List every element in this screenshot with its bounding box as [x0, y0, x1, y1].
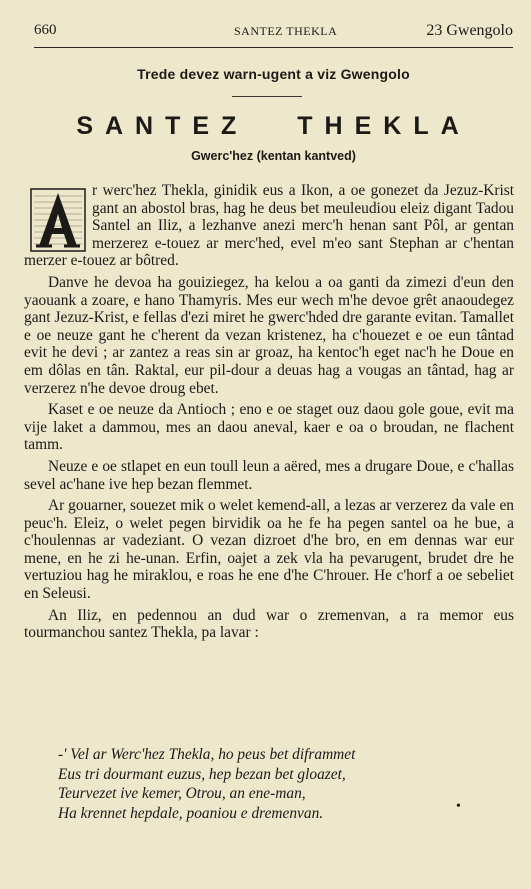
saint-rank: Gwerc'hez (kentan kantved) [191, 149, 356, 163]
paragraph-3: Kaset e oe neuze da Antioch ; eno e oe staget ouz daou gole goue, evit ma vije laket a dammou, mes an daou aneval, kaer e oa o broudan, ne flachent tamm. [24, 401, 514, 454]
stray-dot: • [456, 799, 461, 814]
short-divider [232, 96, 302, 97]
header-rule [34, 47, 513, 48]
running-title: SANTEZ THEKLA [234, 24, 338, 38]
paragraph-1 [24, 182, 514, 270]
paragraph-5: Ar gouarner, souezet mik o welet kemend-all, a lezas ar verzerez da vale en peuc'h. Eleiz, o welet pegen birvidik oa he fe ha pegen santel oa he bue, a c'houlennas ar vadeziant. O vezan dizroet d'he bro, en em dennas war eur mene, en he zi he-unan. Erfin, oajet a zek vla ha pevarugent, brudet dre he vertuziou hag he miraklou, e roas he ene d'he C'hrouer. He c'horf a oe sebeliet en Seleusi. [24, 497, 514, 603]
header-date: 23 Gwengolo [426, 22, 513, 39]
verse-line-2: Eus tri dourmant euzus, hep bezan bet gloazet, [58, 765, 346, 783]
verse-line-4: Ha krennet hepdale, poaniou e dremenvan. [58, 804, 324, 822]
paragraph-1-text: r werc'hez Thekla, ginidik eus a Ikon, a oe gonezet da Jezuz-Krist gant an abostol bras, hag he deus bet meuleudiou eleiz digant Tadou Santel an Iliz, a lezhanve anezi merc'h henan sant Pôl, ar gentan merzerez e-touez ar merc'hed, evel m'eo sant Stephan ar c'hentan merzer e-touez ar bôtred. [24, 182, 514, 270]
verse-mark: -' [58, 746, 67, 763]
paragraph-2: Danve he devoa ha gouiziegez, ha kelou a oa ganti da zimezi d'eun den yaouank a zoare, e hano Thamyris. Mes eur wech m'he devoe grêt anaoudegez gant Jezuz-Krist, e fellas d'ezi miret he gwerc'hded dre garante evitan. Tamallet e oe neuze gant he c'herent da vezan kristenez, ha c'houezet e oe eun tântad evit he devi ; ar zantez a reas sin ar groaz, ha kentoc'h eget nac'h he Doue en em dôlas en tân. Raktal, eur pil-dour a deuas hag a vougas an tântad, hag ar verzerez n'he devoe droug ebet. [24, 273, 514, 397]
verse-line-3: Teurvezet ive kemer, Otrou, an ene-man, [58, 785, 306, 802]
running-header [34, 22, 513, 44]
verse-block [58, 745, 498, 823]
verse-line-1 [58, 745, 498, 765]
page-number: 660 [34, 22, 57, 38]
article-body [24, 182, 514, 646]
verse-line-1-text: Vel ar Werc'hez Thekla, ho peus bet diframmet [70, 746, 356, 763]
saint-title: SANTEZ THEKLA [76, 112, 471, 140]
paragraph-6: An Iliz, en pedennou an dud war o zremenvan, a ra memor eus tourmanchou santez Thekla, pa lavar : [24, 606, 514, 642]
ornamental-initial-a [30, 188, 86, 252]
paragraph-4: Neuze e oe stlapet en eun toull leun a aëred, mes a drugare Doue, e c'hallas sevel ac'hane ive hep bezan flemmet. [24, 457, 514, 493]
feast-date-line: Trede devez warn-ugent a viz Gwengolo [137, 66, 410, 82]
